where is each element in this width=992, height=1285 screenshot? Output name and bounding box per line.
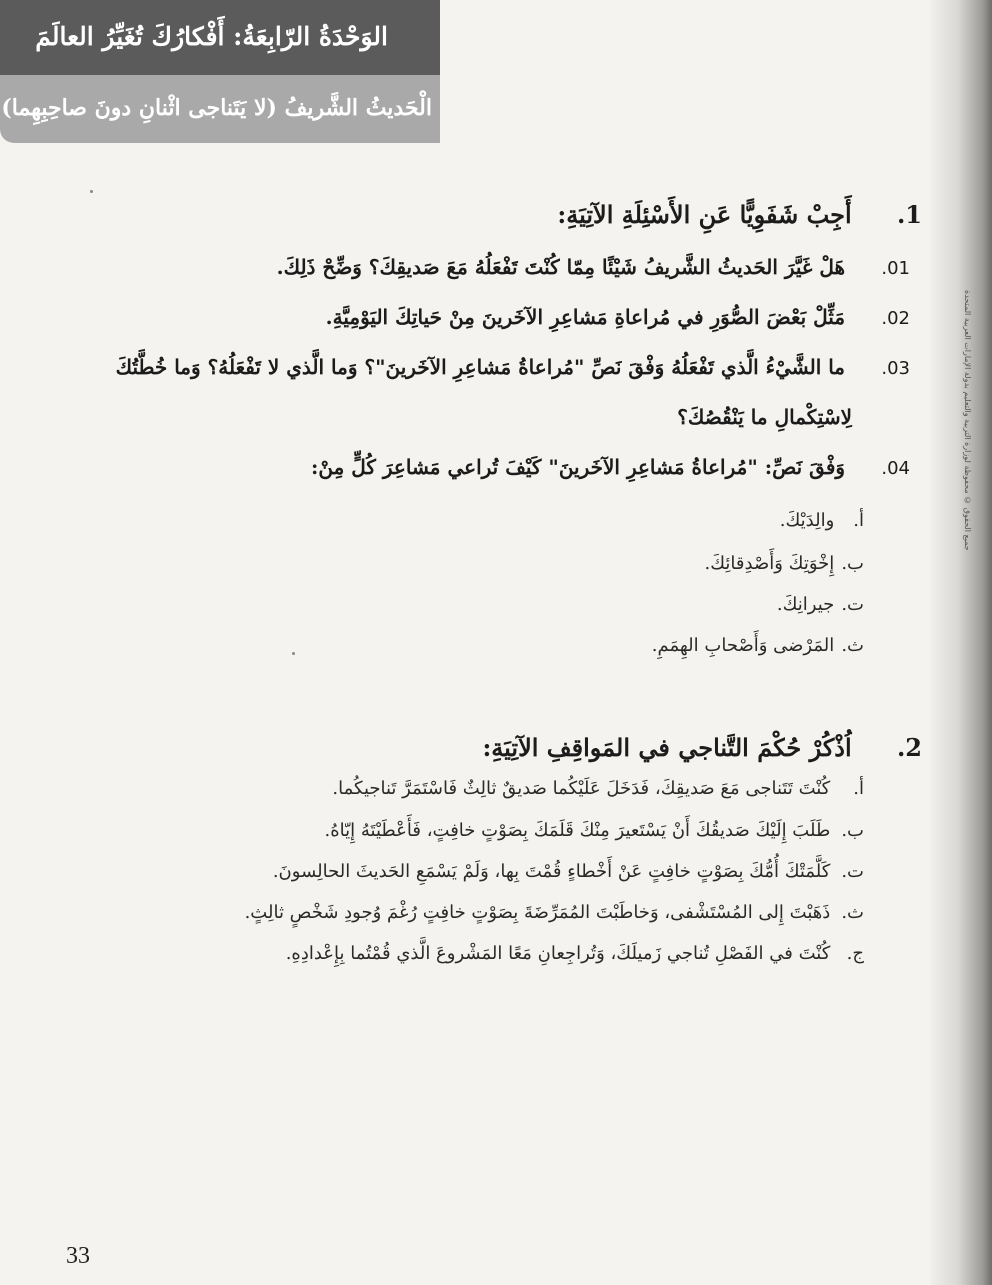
page-binding-edge — [930, 0, 992, 1285]
option-item — [780, 510, 864, 531]
speck — [292, 652, 295, 655]
speck — [90, 190, 93, 193]
question-item — [277, 255, 910, 279]
item-number: 03. — [881, 358, 910, 379]
option-text: المَرْضى وَأَصْحابِ الهِمَمِ. — [651, 635, 835, 656]
option-item — [705, 553, 864, 574]
question-number: 2. — [896, 733, 922, 762]
situation-letter: ج. — [846, 943, 864, 964]
item-number: 02. — [881, 308, 910, 329]
situation-text: كَلَّمَتْكَ أُمُّكَ بِصَوْتٍ خافِتٍ عَنْ أَخْطاءٍ قُمْتَ بِها، وَلَمْ يَسْمَعِ الحَديثَ الحالِسونَ. — [272, 861, 831, 882]
situation-text: طَلَبَ إِلَيْكَ صَديقُكَ أَنْ يَسْتَعيرَ مِنْكَ قَلَمَكَ بِصَوْتٍ خافِتٍ، فَأَعْطَيْتَهُ إِيّاهُ. — [324, 820, 831, 841]
option-item — [777, 594, 864, 615]
option-letter: ب. — [841, 553, 864, 574]
question-item-continuation: لِاسْتِكْمالِ ما يَنْقُصُكَ؟ — [677, 405, 852, 429]
situation-letter: ب. — [841, 820, 864, 841]
situation-letter: ث. — [841, 902, 864, 923]
option-letter: ث. — [841, 635, 864, 656]
option-letter: ت. — [841, 594, 864, 615]
situation-item — [273, 861, 864, 882]
question-number: 1. — [896, 200, 922, 229]
lesson-header-banner — [0, 75, 440, 143]
option-item — [652, 635, 864, 656]
situation-text: كُنْتَ في الفَصْلِ تُناجي زَميلَكَ، وَتُراجِعانِ مَعًا المَشْروعَ الَّذي قُمْتُما بِإِعْدادِهِ. — [285, 943, 831, 964]
question-item — [326, 305, 910, 329]
unit-header-banner — [0, 0, 440, 75]
situation-item — [325, 820, 864, 841]
option-text: إِخْوَتِكَ وَأَصْدِقائِكَ. — [704, 553, 835, 574]
question-prompt: أَجِبْ شَفَوِيًّا عَنِ الأَسْئِلَةِ الآتِيَةِ: — [557, 200, 852, 229]
item-text: ما الشَّيْءُ الَّذي تَفْعَلُهُ وَفْقَ نَصِّ "مُراعاةُ مَشاعِرِ الآخَرينَ"؟ وَما الَّذي لا تَفْعَلُهُ؟ وَما خُطَّتُكَ — [115, 355, 846, 379]
unit-title: الوَحْدَةُ الرّابِعَةُ: أَفْكارُكَ تُغَيِّرُ العالَمَ — [35, 22, 388, 51]
question-2-heading — [482, 733, 922, 762]
situation-text: كُنْتَ تَتَناجى مَعَ صَديقِكَ، فَدَخَلَ عَلَيْكُما صَديقٌ ثالِثٌ فَاسْتَمَرَّ تَناجيكُما. — [332, 778, 831, 799]
question-item — [311, 455, 910, 479]
option-letter: أ. — [853, 510, 864, 531]
item-text: مَثِّلْ بَعْضَ الصُّوَرِ في مُراعاةِ مَشاعِرِ الآخَرينَ مِنْ حَياتِكَ اليَوْمِيَّةِ. — [325, 305, 846, 329]
option-text: جيرانِكَ. — [776, 594, 835, 615]
item-text: وَفْقَ نَصِّ: "مُراعاةُ مَشاعِرِ الآخَرينَ" كَيْفَ تُراعي مَشاعِرَ كُلٍّ مِنْ: — [310, 455, 846, 479]
copyright-spine-text: جميع الحقوق © محفوظة لوزارة التربية والتعليم بدولة الإمارات العربية المتحدة — [963, 290, 972, 551]
item-number: 01. — [881, 258, 910, 279]
question-prompt: اُذْكُرْ حُكْمَ التَّناجي في المَواقِفِ الآتِيَةِ: — [482, 733, 852, 762]
page-number: 33 — [66, 1243, 90, 1269]
situation-item — [286, 943, 864, 964]
situation-item — [332, 778, 864, 799]
situation-item — [245, 902, 864, 923]
option-text: والِدَيْكَ. — [779, 510, 835, 531]
item-text: هَلْ غَيَّرَ الحَديثُ الشَّريفُ شَيْئًا مِمّا كُنْتَ تَفْعَلُهُ مَعَ صَديقِكَ؟ وَضِّحْ ذَلِكَ. — [276, 255, 846, 279]
item-number: 04. — [881, 458, 910, 479]
lesson-title: الْحَديثُ الشَّريفُ (لا يَتَناجى اثْنانِ دونَ صاحِبِهِما) — [1, 95, 432, 121]
situation-text: ذَهَبْتَ إِلى المُسْتَشْفى، وَخاطَبْتَ المُمَرِّضَةَ بِصَوْتٍ خافِتٍ رُغْمَ وُجودِ شَخْصٍ ثالِثٍ. — [244, 902, 831, 923]
question-item — [116, 355, 910, 379]
question-1-heading — [557, 200, 922, 229]
situation-letter: أ. — [853, 778, 864, 799]
situation-letter: ت. — [841, 861, 864, 882]
